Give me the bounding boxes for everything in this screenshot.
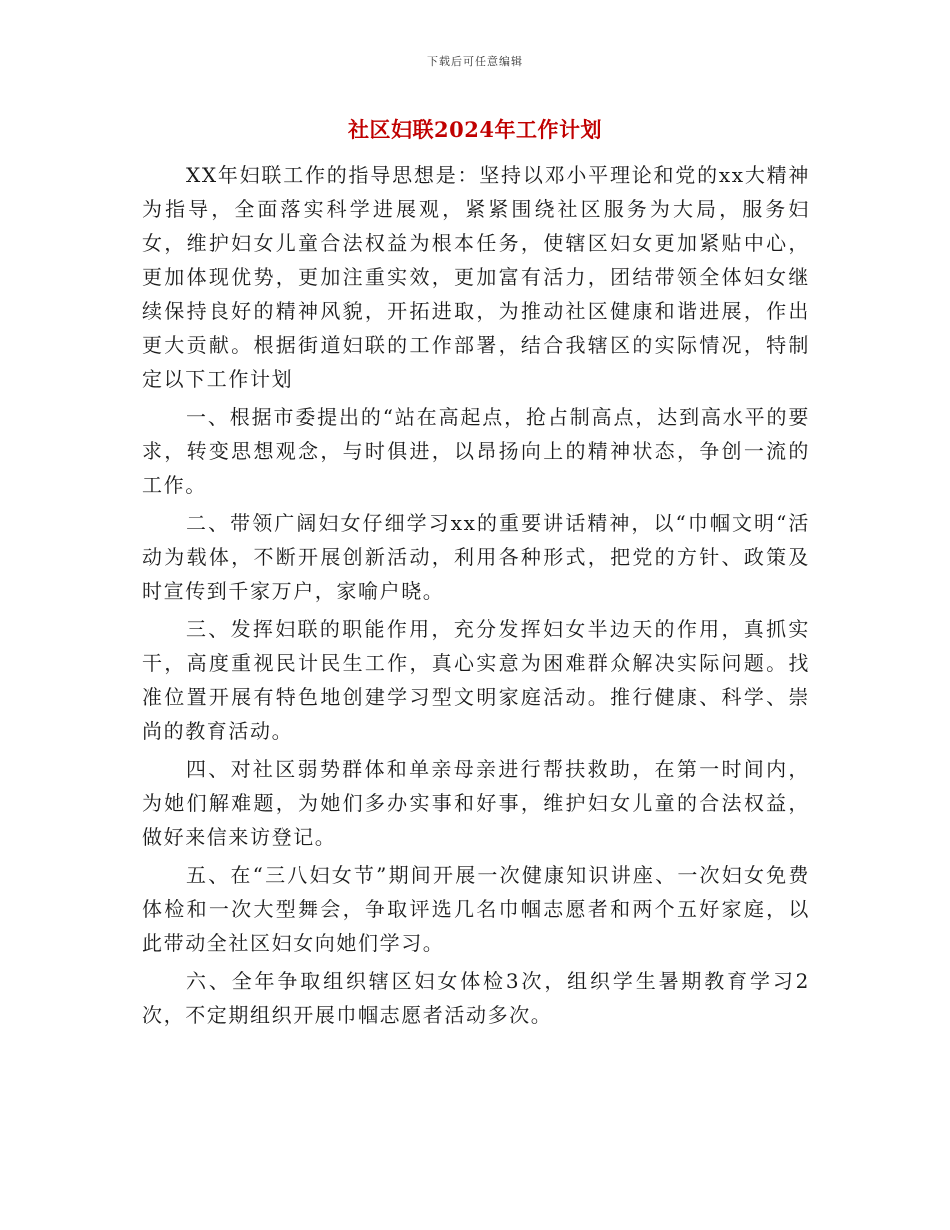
header-note: 下载后可任意编辑 [427,55,523,68]
document-title: 社区妇联2024年工作计划 [348,117,602,142]
paragraph-item-2: 二、带领广阔妇女仔细学习xx的重要讲话精神，以“巾帼文明“活动为载体，不断开展创新活动，利用各种形式，把党的方针、政策及时宣传到千家万户，家喻户晓。 [142,511,810,603]
paragraph-item-1: 一、根据市委提出的“站在高起点，抢占制高点，达到高水平的要求，转变思想观念，与时俱进，以昂扬向上的精神状态，争创一流的工作。 [142,405,810,497]
paragraph-item-3: 三、发挥妇联的职能作用，充分发挥妇女半边天的作用，真抓实干，高度重视民计民生工作，真心实意为困难群众解决实际问题。找准位置开展有特色地创建学习型文明家庭活动。推行健康、科学、崇尚的教育活动。 [142,617,810,743]
paragraph-item-6: 六、全年争取组织辖区妇女体检3次，组织学生暑期教育学习2次，不定期组织开展巾帼志愿者活动多次。 [142,969,810,1027]
paragraph-item-4: 四、对社区弱势群体和单亲母亲进行帮扶救助，在第一时间内，为她们解难题，为她们多办实事和好事，维护妇女儿童的合法权益，做好来信来访登记。 [142,757,810,849]
paragraph-item-5: 五、在“三八妇女节”期间开展一次健康知识讲座、一次妇女免费体检和一次大型舞会，争取评选几名巾帼志愿者和两个五好家庭，以此带动全社区妇女向她们学习。 [142,863,810,955]
paragraph-intro: XX年妇联工作的指导思想是：坚持以邓小平理论和党的xx大精神为指导，全面落实科学进展观，紧紧围绕社区服务为大局，服务妇女，维护妇女儿童合法权益为根本任务，使辖区妇女更加紧贴中心，更加体现优势，更加注重实效，更加富有活力，团结带领全体妇女继续保持良好的精神风貌，开拓进取，为推动社区健康和谐进展，作出更大贡献。根据街道妇联的工作部署，结合我辖区的实际情况，特制定以下工作计划 [142,163,810,391]
document-body [142,158,810,1036]
